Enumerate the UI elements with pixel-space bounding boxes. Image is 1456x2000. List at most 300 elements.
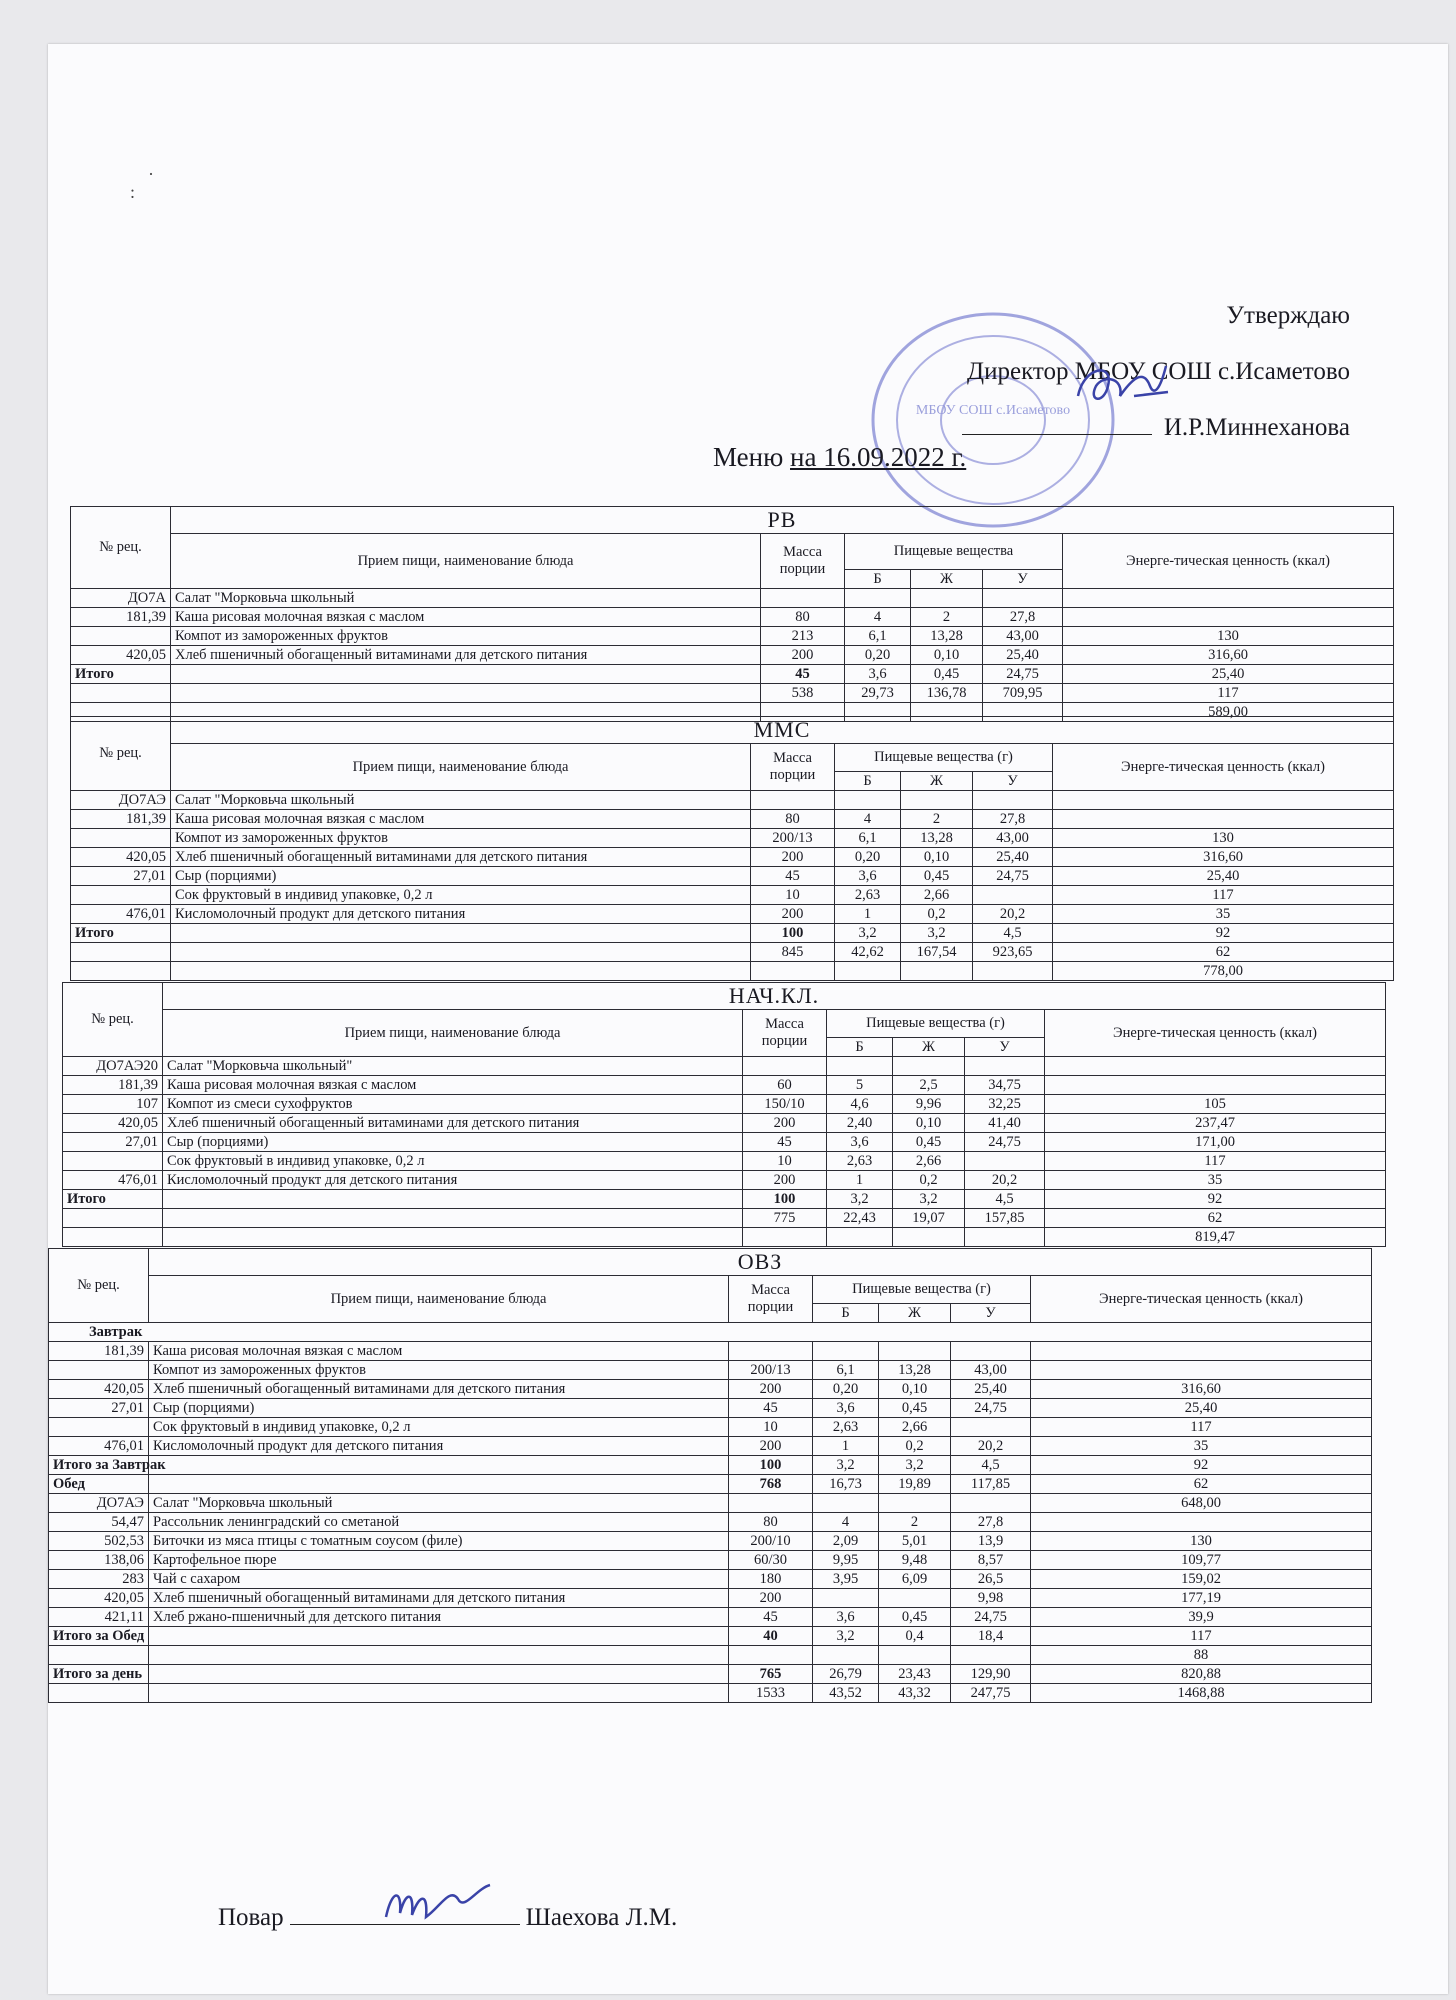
document-sheet — [48, 44, 1448, 1994]
energy-value: 117 — [1031, 1627, 1372, 1646]
protein-value: 4 — [845, 608, 911, 627]
portion-mass: 200 — [743, 1171, 827, 1190]
carbs-value: 25,40 — [983, 646, 1063, 665]
carbs-value: 27,8 — [983, 608, 1063, 627]
table-row — [63, 1114, 1386, 1133]
col-header-num: № рец. — [71, 507, 171, 589]
protein-value — [845, 589, 911, 608]
dish-name — [149, 1646, 729, 1665]
protein-value: 3,6 — [813, 1399, 879, 1418]
portion-mass: 100 — [729, 1456, 813, 1475]
protein-value: 22,43 — [827, 1209, 893, 1228]
col-header-energy: Энерге-тическая ценность (ккал) — [1063, 534, 1394, 589]
table-row — [63, 1209, 1386, 1228]
protein-value: 4 — [813, 1513, 879, 1532]
table-row — [63, 1152, 1386, 1171]
recipe-number: Итого за день — [49, 1665, 149, 1684]
protein-value: 3,2 — [813, 1456, 879, 1475]
recipe-number: ДО7АЭ20 — [63, 1057, 163, 1076]
table-row — [49, 1646, 1372, 1665]
fat-value: 0,2 — [879, 1437, 951, 1456]
recipe-number: ДО7АЭ — [71, 791, 171, 810]
recipe-number — [63, 1209, 163, 1228]
carbs-value — [973, 791, 1053, 810]
carbs-value: 8,57 — [951, 1551, 1031, 1570]
recipe-number: ДО7АЭ — [49, 1494, 149, 1513]
portion-mass: 200 — [743, 1114, 827, 1133]
carbs-value: 923,65 — [973, 943, 1053, 962]
energy-value — [1031, 1342, 1372, 1361]
fat-value — [879, 1342, 951, 1361]
fat-value: 0,10 — [911, 646, 983, 665]
table-row — [49, 1532, 1372, 1551]
energy-value: 62 — [1045, 1209, 1386, 1228]
col-header-name: Прием пищи, наименование блюда — [171, 534, 761, 589]
carbs-value — [951, 1418, 1031, 1437]
carbs-value: 34,75 — [965, 1076, 1045, 1095]
protein-value: 16,73 — [813, 1475, 879, 1494]
energy-value: 25,40 — [1053, 867, 1394, 886]
dish-name — [163, 1209, 743, 1228]
recipe-number: Итого — [63, 1190, 163, 1209]
protein-value: 42,62 — [835, 943, 901, 962]
table-row — [71, 589, 1394, 608]
table-row — [71, 684, 1394, 703]
table-row — [49, 1399, 1372, 1418]
carbs-value — [951, 1646, 1031, 1665]
table-row — [49, 1456, 1372, 1475]
carbs-value: 24,75 — [965, 1133, 1045, 1152]
dish-name: Каша рисовая молочная вязкая с маслом — [171, 608, 761, 627]
portion-mass: 10 — [751, 886, 835, 905]
fat-value — [911, 589, 983, 608]
dish-name: Чай с сахаром — [149, 1570, 729, 1589]
carbs-value: 26,5 — [951, 1570, 1031, 1589]
fat-value: 2 — [879, 1513, 951, 1532]
fat-value: 0,4 — [879, 1627, 951, 1646]
table-row — [49, 1570, 1372, 1589]
table-row — [63, 1057, 1386, 1076]
protein-value: 43,52 — [813, 1684, 879, 1703]
fat-value: 2,5 — [893, 1076, 965, 1095]
cook-role: Повар — [218, 1904, 284, 1931]
dish-name: Биточки из мяса птицы с томатным соусом (филе) — [149, 1532, 729, 1551]
portion-mass: 45 — [729, 1608, 813, 1627]
col-header-carbs: У — [951, 1304, 1031, 1323]
portion-mass: 200/13 — [729, 1361, 813, 1380]
portion-mass: 765 — [729, 1665, 813, 1684]
dish-name: Сыр (порциями) — [163, 1133, 743, 1152]
fat-value: 136,78 — [911, 684, 983, 703]
energy-value — [1063, 589, 1394, 608]
energy-value: 109,77 — [1031, 1551, 1372, 1570]
energy-value: 92 — [1045, 1190, 1386, 1209]
fat-value: 2 — [911, 608, 983, 627]
recipe-number — [49, 1418, 149, 1437]
energy-value: 316,60 — [1031, 1380, 1372, 1399]
recipe-number: 420,05 — [71, 646, 171, 665]
energy-value — [1053, 810, 1394, 829]
energy-value: 35 — [1053, 905, 1394, 924]
fat-value: 9,48 — [879, 1551, 951, 1570]
recipe-number — [71, 829, 171, 848]
table-row — [49, 1361, 1372, 1380]
dish-name: Сыр (порциями) — [149, 1399, 729, 1418]
portion-mass: 200 — [751, 848, 835, 867]
section-title: РВ — [171, 507, 1394, 534]
col-header-name: Прием пищи, наименование блюда — [171, 744, 751, 791]
recipe-number: 476,01 — [49, 1437, 149, 1456]
energy-value: 316,60 — [1063, 646, 1394, 665]
col-header-carbs: У — [973, 772, 1053, 791]
table-row — [49, 1665, 1372, 1684]
fat-value: 3,2 — [879, 1456, 951, 1475]
fat-value: 13,28 — [879, 1361, 951, 1380]
carbs-value: 41,40 — [965, 1114, 1045, 1133]
recipe-number: Итого за Обед — [49, 1627, 149, 1646]
portion-mass: 60 — [743, 1076, 827, 1095]
energy-value: 130 — [1053, 829, 1394, 848]
fat-value: 2 — [901, 810, 973, 829]
col-header-name: Прием пищи, наименование блюда — [163, 1010, 743, 1057]
table-row — [71, 810, 1394, 829]
protein-value: 3,6 — [835, 867, 901, 886]
breakfast-label: Завтрак — [49, 1323, 1372, 1342]
carbs-value: 20,2 — [965, 1171, 1045, 1190]
recipe-number: 181,39 — [63, 1076, 163, 1095]
carbs-value: 20,2 — [973, 905, 1053, 924]
protein-value — [813, 1494, 879, 1513]
dish-name: Кисломолочный продукт для детского питания — [149, 1437, 729, 1456]
portion-mass — [743, 1228, 827, 1247]
section-title: НАЧ.КЛ. — [163, 983, 1386, 1010]
recipe-number — [63, 1228, 163, 1247]
dish-name — [171, 684, 761, 703]
protein-value: 3,2 — [827, 1190, 893, 1209]
dish-name: Компот из замороженных фруктов — [171, 627, 761, 646]
protein-value: 0,20 — [845, 646, 911, 665]
page-title: Меню на 16.09.2022 г. — [713, 442, 967, 472]
recipe-number: 502,53 — [49, 1532, 149, 1551]
carbs-value: 4,5 — [973, 924, 1053, 943]
col-header-protein: Б — [827, 1038, 893, 1057]
dish-name — [149, 1684, 729, 1703]
dish-name — [149, 1456, 729, 1475]
fat-value: 3,2 — [893, 1190, 965, 1209]
dish-name — [163, 1228, 743, 1247]
recipe-number: Итого за Завтрак — [49, 1456, 149, 1475]
portion-mass — [743, 1057, 827, 1076]
energy-value: 25,40 — [1031, 1399, 1372, 1418]
protein-value — [835, 962, 901, 981]
col-header-nutrients: Пищевые вещества (г) — [813, 1276, 1031, 1304]
dish-name: Каша рисовая молочная вязкая с маслом — [149, 1342, 729, 1361]
energy-value: 105 — [1045, 1095, 1386, 1114]
director-signature — [1074, 356, 1174, 422]
fat-value: 19,07 — [893, 1209, 965, 1228]
fat-value: 0,2 — [893, 1171, 965, 1190]
dish-name: Картофельное пюре — [149, 1551, 729, 1570]
col-header-protein: Б — [813, 1304, 879, 1323]
recipe-number: 420,05 — [49, 1380, 149, 1399]
energy-value: 819,47 — [1045, 1228, 1386, 1247]
protein-value: 5 — [827, 1076, 893, 1095]
energy-value — [1045, 1076, 1386, 1095]
table-row — [71, 924, 1394, 943]
table-row — [71, 791, 1394, 810]
recipe-number — [71, 886, 171, 905]
carbs-value: 9,98 — [951, 1589, 1031, 1608]
fat-value: 13,28 — [901, 829, 973, 848]
menu-date: на 16.09.2022 г. — [790, 442, 967, 472]
col-header-fat: Ж — [879, 1304, 951, 1323]
energy-value — [1063, 608, 1394, 627]
energy-value — [1045, 1057, 1386, 1076]
col-header-mass: Масса порции — [761, 534, 845, 589]
protein-value: 2,63 — [835, 886, 901, 905]
carbs-value — [965, 1152, 1045, 1171]
carbs-value: 4,5 — [951, 1456, 1031, 1475]
portion-mass: 200 — [729, 1589, 813, 1608]
carbs-value: 18,4 — [951, 1627, 1031, 1646]
carbs-value: 25,40 — [951, 1380, 1031, 1399]
portion-mass: 80 — [729, 1513, 813, 1532]
table-row — [71, 943, 1394, 962]
energy-value: 589,00 — [1063, 703, 1394, 722]
protein-value — [827, 1057, 893, 1076]
carbs-value: 27,8 — [951, 1513, 1031, 1532]
protein-value: 1 — [813, 1437, 879, 1456]
carbs-value — [983, 589, 1063, 608]
carbs-value: 24,75 — [973, 867, 1053, 886]
carbs-value: 247,75 — [951, 1684, 1031, 1703]
col-header-protein: Б — [835, 772, 901, 791]
carbs-value: 43,00 — [973, 829, 1053, 848]
carbs-value: 117,85 — [951, 1475, 1031, 1494]
table-row — [63, 1076, 1386, 1095]
energy-value: 130 — [1031, 1532, 1372, 1551]
energy-value: 62 — [1031, 1475, 1372, 1494]
energy-value: 778,00 — [1053, 962, 1394, 981]
table-row — [49, 1627, 1372, 1646]
dish-name: Каша рисовая молочная вязкая с маслом — [171, 810, 751, 829]
portion-mass: 845 — [751, 943, 835, 962]
fat-value: 0,45 — [879, 1608, 951, 1627]
dish-name: Хлеб пшеничный обогащенный витаминами для детского питания — [163, 1114, 743, 1133]
carbs-value: 13,9 — [951, 1532, 1031, 1551]
fat-value — [901, 791, 973, 810]
dish-name: Хлеб пшеничный обогащенный витаминами для детского питания — [149, 1589, 729, 1608]
portion-mass: 538 — [761, 684, 845, 703]
carbs-value: 43,00 — [983, 627, 1063, 646]
protein-value: 29,73 — [845, 684, 911, 703]
recipe-number: 420,05 — [49, 1589, 149, 1608]
portion-mass: 200 — [729, 1380, 813, 1399]
menu-table-nach — [62, 982, 1386, 1247]
portion-mass: 150/10 — [743, 1095, 827, 1114]
col-header-fat: Ж — [901, 772, 973, 791]
dish-name — [171, 943, 751, 962]
recipe-number — [71, 684, 171, 703]
section-ovz — [48, 1248, 1372, 1703]
portion-mass: 200/13 — [751, 829, 835, 848]
portion-mass: 200 — [761, 646, 845, 665]
col-header-energy: Энерге-тическая ценность (ккал) — [1053, 744, 1394, 791]
table-row — [71, 627, 1394, 646]
energy-value: 159,02 — [1031, 1570, 1372, 1589]
dish-name: Сок фруктовый в индивид упаковке, 0,2 л — [171, 886, 751, 905]
col-header-carbs: У — [983, 570, 1063, 589]
table-row — [71, 848, 1394, 867]
portion-mass: 45 — [743, 1133, 827, 1152]
recipe-number: 420,05 — [71, 848, 171, 867]
energy-value: 316,60 — [1053, 848, 1394, 867]
col-header-num: № рец. — [63, 983, 163, 1057]
energy-value: 820,88 — [1031, 1665, 1372, 1684]
director-name: И.Р.Миннеханова — [1163, 414, 1350, 441]
carbs-value: 27,8 — [973, 810, 1053, 829]
protein-value: 6,1 — [835, 829, 901, 848]
fat-value: 5,01 — [879, 1532, 951, 1551]
table-row — [71, 905, 1394, 924]
carbs-value: 4,5 — [965, 1190, 1045, 1209]
protein-value: 3,6 — [813, 1608, 879, 1627]
portion-mass: 45 — [761, 665, 845, 684]
carbs-value: 157,85 — [965, 1209, 1045, 1228]
fat-value: 0,2 — [901, 905, 973, 924]
recipe-number: Итого — [71, 924, 171, 943]
protein-value — [813, 1646, 879, 1665]
energy-value: 648,00 — [1031, 1494, 1372, 1513]
carbs-value: 24,75 — [983, 665, 1063, 684]
portion-mass: 100 — [751, 924, 835, 943]
col-header-nutrients: Пищевые вещества (г) — [835, 744, 1053, 772]
table-row — [71, 867, 1394, 886]
col-header-energy: Энерге-тическая ценность (ккал) — [1031, 1276, 1372, 1323]
portion-mass — [729, 1494, 813, 1513]
fat-value: 6,09 — [879, 1570, 951, 1589]
recipe-number — [63, 1152, 163, 1171]
dish-name: Салат "Морковьча школьный — [171, 589, 761, 608]
table-row — [49, 1513, 1372, 1532]
table-row — [71, 665, 1394, 684]
table-row — [63, 1133, 1386, 1152]
fat-value — [879, 1494, 951, 1513]
portion-mass — [751, 962, 835, 981]
dish-name: Сок фруктовый в индивид упаковке, 0,2 л — [149, 1418, 729, 1437]
energy-value: 237,47 — [1045, 1114, 1386, 1133]
table-row — [49, 1608, 1372, 1627]
section-title: ММС — [171, 717, 1394, 744]
table-row — [71, 829, 1394, 848]
fat-value — [879, 1589, 951, 1608]
col-header-mass: Масса порции — [729, 1276, 813, 1323]
dish-name: Сок фруктовый в индивид упаковке, 0,2 л — [163, 1152, 743, 1171]
energy-value: 117 — [1045, 1152, 1386, 1171]
portion-mass: 200 — [729, 1437, 813, 1456]
recipe-number: Обед — [49, 1475, 149, 1494]
recipe-number — [71, 943, 171, 962]
table-row — [63, 1228, 1386, 1247]
fat-value: 9,96 — [893, 1095, 965, 1114]
energy-value: 39,9 — [1031, 1608, 1372, 1627]
section-rv — [70, 506, 1394, 722]
fat-value: 13,28 — [911, 627, 983, 646]
table-row — [63, 1171, 1386, 1190]
fat-value: 2,66 — [893, 1152, 965, 1171]
protein-value: 2,63 — [813, 1418, 879, 1437]
col-header-mass: Масса порции — [743, 1010, 827, 1057]
energy-value: 35 — [1045, 1171, 1386, 1190]
recipe-number: 476,01 — [63, 1171, 163, 1190]
recipe-number — [49, 1361, 149, 1380]
fat-value — [901, 962, 973, 981]
fat-value: 23,43 — [879, 1665, 951, 1684]
carbs-value: 20,2 — [951, 1437, 1031, 1456]
dish-name: Кисломолочный продукт для детского питания — [171, 905, 751, 924]
fat-value: 167,54 — [901, 943, 973, 962]
menu-table-mms — [70, 716, 1394, 981]
protein-value: 9,95 — [813, 1551, 879, 1570]
dish-name — [171, 924, 751, 943]
protein-value: 26,79 — [813, 1665, 879, 1684]
protein-value: 3,95 — [813, 1570, 879, 1589]
col-header-fat: Ж — [893, 1038, 965, 1057]
carbs-value — [973, 886, 1053, 905]
energy-value: 117 — [1063, 684, 1394, 703]
col-header-protein: Б — [845, 570, 911, 589]
col-header-carbs: У — [965, 1038, 1045, 1057]
recipe-number — [49, 1684, 149, 1703]
protein-value: 3,2 — [813, 1627, 879, 1646]
col-header-num: № рец. — [71, 717, 171, 791]
dish-name: Хлеб пшеничный обогащенный витаминами для детского питания — [171, 646, 761, 665]
fat-value: 0,10 — [893, 1114, 965, 1133]
energy-value: 117 — [1053, 886, 1394, 905]
recipe-number: 107 — [63, 1095, 163, 1114]
recipe-number: 27,01 — [71, 867, 171, 886]
dish-name: Хлеб пшеничный обогащенный витаминами для детского питания — [149, 1380, 729, 1399]
scan-speck: · — [148, 164, 154, 184]
carbs-value — [951, 1494, 1031, 1513]
table-row — [49, 1684, 1372, 1703]
energy-value: 88 — [1031, 1646, 1372, 1665]
portion-mass: 768 — [729, 1475, 813, 1494]
recipe-number: ДО7А — [71, 589, 171, 608]
portion-mass: 1533 — [729, 1684, 813, 1703]
dish-name: Каша рисовая молочная вязкая с маслом — [163, 1076, 743, 1095]
portion-mass: 80 — [761, 608, 845, 627]
table-row — [71, 886, 1394, 905]
protein-value — [813, 1589, 879, 1608]
col-header-energy: Энерге-тическая ценность (ккал) — [1045, 1010, 1386, 1057]
table-row — [71, 962, 1394, 981]
carbs-value — [951, 1342, 1031, 1361]
energy-value: 171,00 — [1045, 1133, 1386, 1152]
recipe-number: 181,39 — [49, 1342, 149, 1361]
protein-value: 1 — [835, 905, 901, 924]
dish-name — [149, 1665, 729, 1684]
fat-value: 0,45 — [901, 867, 973, 886]
section-title: ОВЗ — [149, 1249, 1372, 1276]
recipe-number: 27,01 — [63, 1133, 163, 1152]
portion-mass: 10 — [743, 1152, 827, 1171]
carbs-value — [965, 1057, 1045, 1076]
protein-value: 1 — [827, 1171, 893, 1190]
table-row — [49, 1437, 1372, 1456]
protein-value: 3,6 — [845, 665, 911, 684]
recipe-number — [49, 1646, 149, 1665]
